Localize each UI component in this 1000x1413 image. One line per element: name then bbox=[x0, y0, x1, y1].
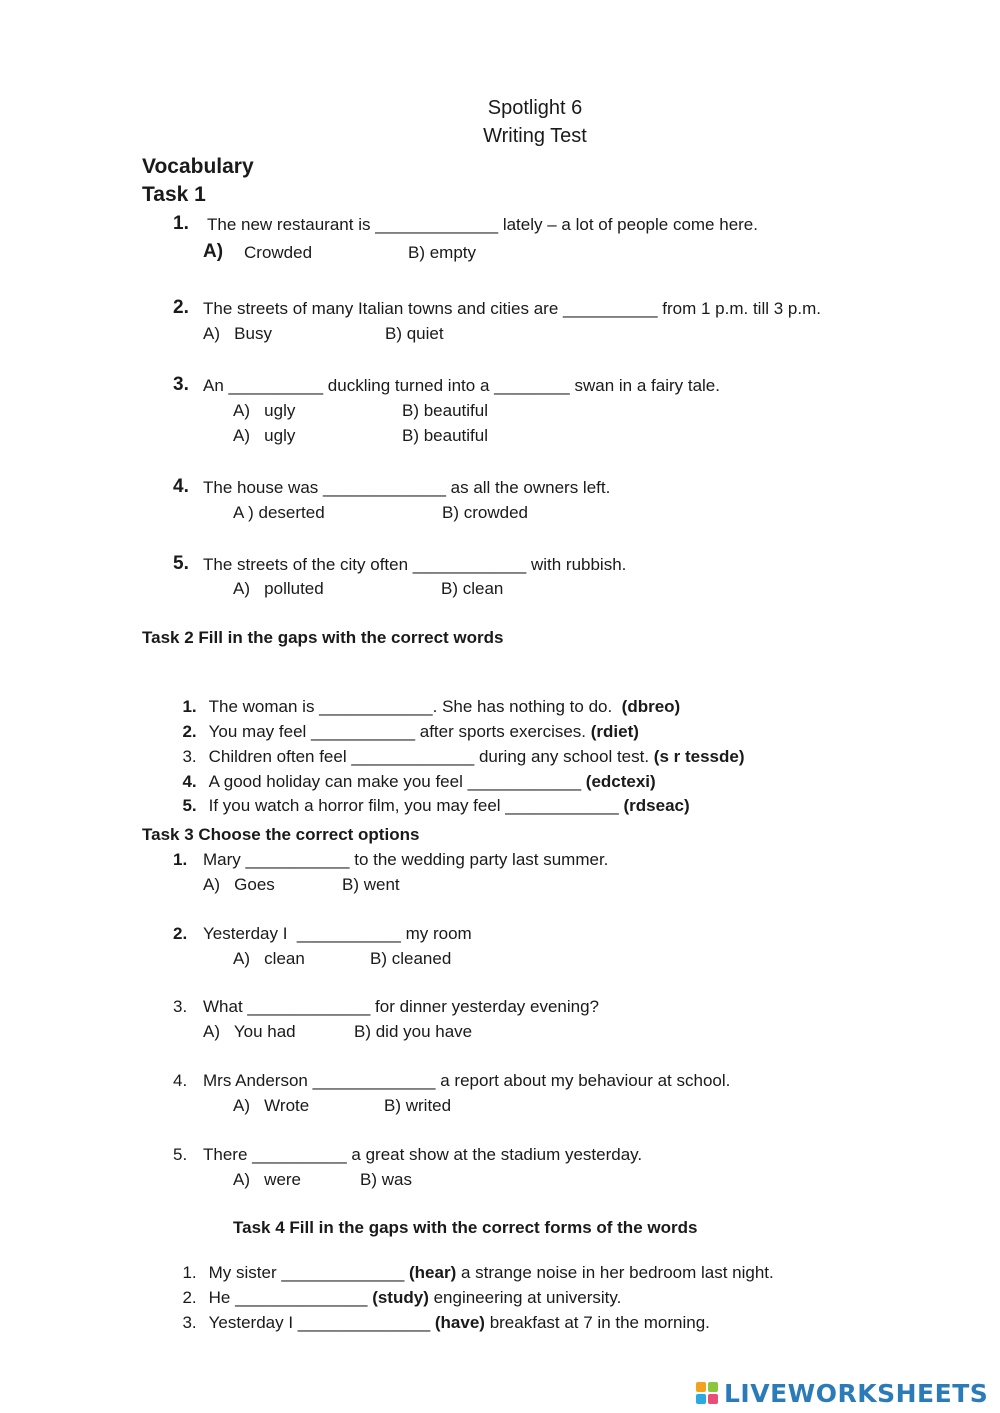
question-number: 1. bbox=[182, 1263, 197, 1282]
question-text: The woman is ____________. She has nothing to do. bbox=[208, 697, 622, 716]
question-number: 5. bbox=[173, 553, 189, 574]
word-hint: (rdiet) bbox=[590, 722, 639, 741]
option-b[interactable]: B) beautiful bbox=[402, 401, 488, 420]
option-a-label: A) bbox=[203, 241, 224, 262]
question-text: Yesterday I ___________ my room bbox=[203, 924, 472, 943]
question-number: 1. bbox=[173, 213, 189, 234]
task4-item-3 bbox=[173, 1293, 710, 1333]
task2-item-5 bbox=[173, 776, 690, 816]
word-hint: (have) bbox=[434, 1313, 485, 1332]
option-b[interactable]: B) cleaned bbox=[370, 949, 452, 968]
question-number: 1. bbox=[182, 697, 197, 716]
question-number: 5. bbox=[182, 796, 197, 815]
question-text: The new restaurant is _____________ lately – a lot of people come here. bbox=[207, 215, 758, 234]
question-text: Mrs Anderson _____________ a report about my behaviour at school. bbox=[203, 1071, 731, 1090]
logo-square bbox=[696, 1382, 706, 1392]
option-a[interactable]: A ) deserted bbox=[233, 503, 325, 522]
logo-square bbox=[708, 1394, 718, 1404]
question-text: What _____________ for dinner yesterday evening? bbox=[203, 997, 600, 1016]
option-b[interactable]: B) went bbox=[342, 875, 400, 894]
question-text: You may feel ___________ after sports exercises. bbox=[208, 722, 591, 741]
logo-squares-icon bbox=[696, 1382, 718, 1404]
question-number: 3. bbox=[173, 997, 188, 1016]
question-number: 4. bbox=[173, 476, 189, 497]
question-number: 3. bbox=[182, 1313, 197, 1332]
option-b[interactable]: B) did you have bbox=[354, 1022, 473, 1041]
question-text-start: He ______________ bbox=[208, 1288, 373, 1307]
option-b[interactable]: B) was bbox=[360, 1170, 412, 1189]
question-number: 2. bbox=[182, 1288, 197, 1307]
section-heading-vocabulary: Vocabulary bbox=[142, 155, 254, 178]
option-b[interactable]: B) quiet bbox=[385, 324, 444, 343]
question-text: There __________ a great show at the stadium yesterday. bbox=[203, 1145, 643, 1164]
question-number: 1. bbox=[173, 850, 188, 869]
question-text-end: a strange noise in her bedroom last night. bbox=[456, 1263, 774, 1282]
document-subtitle: Writing Test bbox=[483, 125, 587, 147]
option-b[interactable]: B) empty bbox=[408, 243, 477, 262]
option-b[interactable]: B) beautiful bbox=[402, 426, 488, 445]
logo-text: LIVEWORKSHEETS bbox=[724, 1378, 989, 1408]
document-title: Spotlight 6 bbox=[487, 97, 583, 119]
option-a[interactable]: A) polluted bbox=[233, 579, 324, 598]
word-hint: (s r tessde) bbox=[653, 747, 745, 766]
option-a[interactable]: A) ugly bbox=[233, 401, 296, 420]
option-a[interactable]: A) You had bbox=[203, 1022, 296, 1041]
task1-heading: Task 1 bbox=[142, 183, 206, 206]
question-text-end: engineering at university. bbox=[428, 1288, 622, 1307]
word-hint: (dbreo) bbox=[621, 697, 681, 716]
question-number: 4. bbox=[173, 1071, 188, 1090]
question-text: Mary ___________ to the wedding party last summer. bbox=[203, 850, 609, 869]
option-a[interactable]: A) clean bbox=[233, 949, 305, 968]
question-text: Children often feel _____________ during any school test. bbox=[208, 747, 654, 766]
question-number: 5. bbox=[173, 1145, 188, 1164]
question-number: 2. bbox=[182, 722, 197, 741]
word-hint: (edctexi) bbox=[585, 772, 656, 791]
task2-heading: Task 2 Fill in the gaps with the correct words bbox=[142, 628, 504, 647]
word-hint: (hear) bbox=[409, 1263, 457, 1282]
question-text-start: Yesterday I ______________ bbox=[208, 1313, 435, 1332]
option-a[interactable]: A) Wrote bbox=[233, 1096, 310, 1115]
question-text: If you watch a horror film, you may feel ____________ bbox=[208, 796, 624, 815]
question-number: 4. bbox=[182, 772, 197, 791]
question-text: A good holiday can make you feel ____________ bbox=[208, 772, 586, 791]
option-a[interactable]: A) Busy bbox=[203, 324, 272, 343]
question-number: 3. bbox=[182, 747, 197, 766]
question-number: 2. bbox=[173, 924, 188, 943]
option-a[interactable]: A) were bbox=[233, 1170, 302, 1189]
task4-heading: Task 4 Fill in the gaps with the correct forms of the words bbox=[233, 1218, 698, 1237]
question-text-start: My sister _____________ bbox=[208, 1263, 409, 1282]
question-text: The house was _____________ as all the owners left. bbox=[203, 478, 611, 497]
option-a[interactable]: A) Goes bbox=[203, 875, 275, 894]
liveworksheets-logo[interactable] bbox=[696, 1376, 988, 1410]
question-text: The streets of many Italian towns and cities are __________ from 1 p.m. till 3 p.m. bbox=[203, 299, 821, 318]
question-text: The streets of the city often ____________ with rubbish. bbox=[203, 555, 627, 574]
logo-square bbox=[696, 1394, 706, 1404]
logo-square bbox=[708, 1382, 718, 1392]
option-b[interactable]: B) clean bbox=[441, 579, 504, 598]
question-number: 3. bbox=[173, 374, 189, 395]
option-b[interactable]: B) crowded bbox=[442, 503, 528, 522]
question-text: An __________ duckling turned into a ________ swan in a fairy tale. bbox=[203, 376, 720, 395]
question-number: 2. bbox=[173, 297, 189, 318]
word-hint: (study) bbox=[372, 1288, 429, 1307]
question-text-end: breakfast at 7 in the morning. bbox=[484, 1313, 710, 1332]
option-b[interactable]: B) writed bbox=[384, 1096, 452, 1115]
option-a[interactable]: Crowded bbox=[244, 243, 313, 262]
word-hint: (rdseac) bbox=[623, 796, 690, 815]
option-a[interactable]: A) ugly bbox=[233, 426, 296, 445]
task3-heading: Task 3 Choose the correct options bbox=[142, 825, 420, 844]
